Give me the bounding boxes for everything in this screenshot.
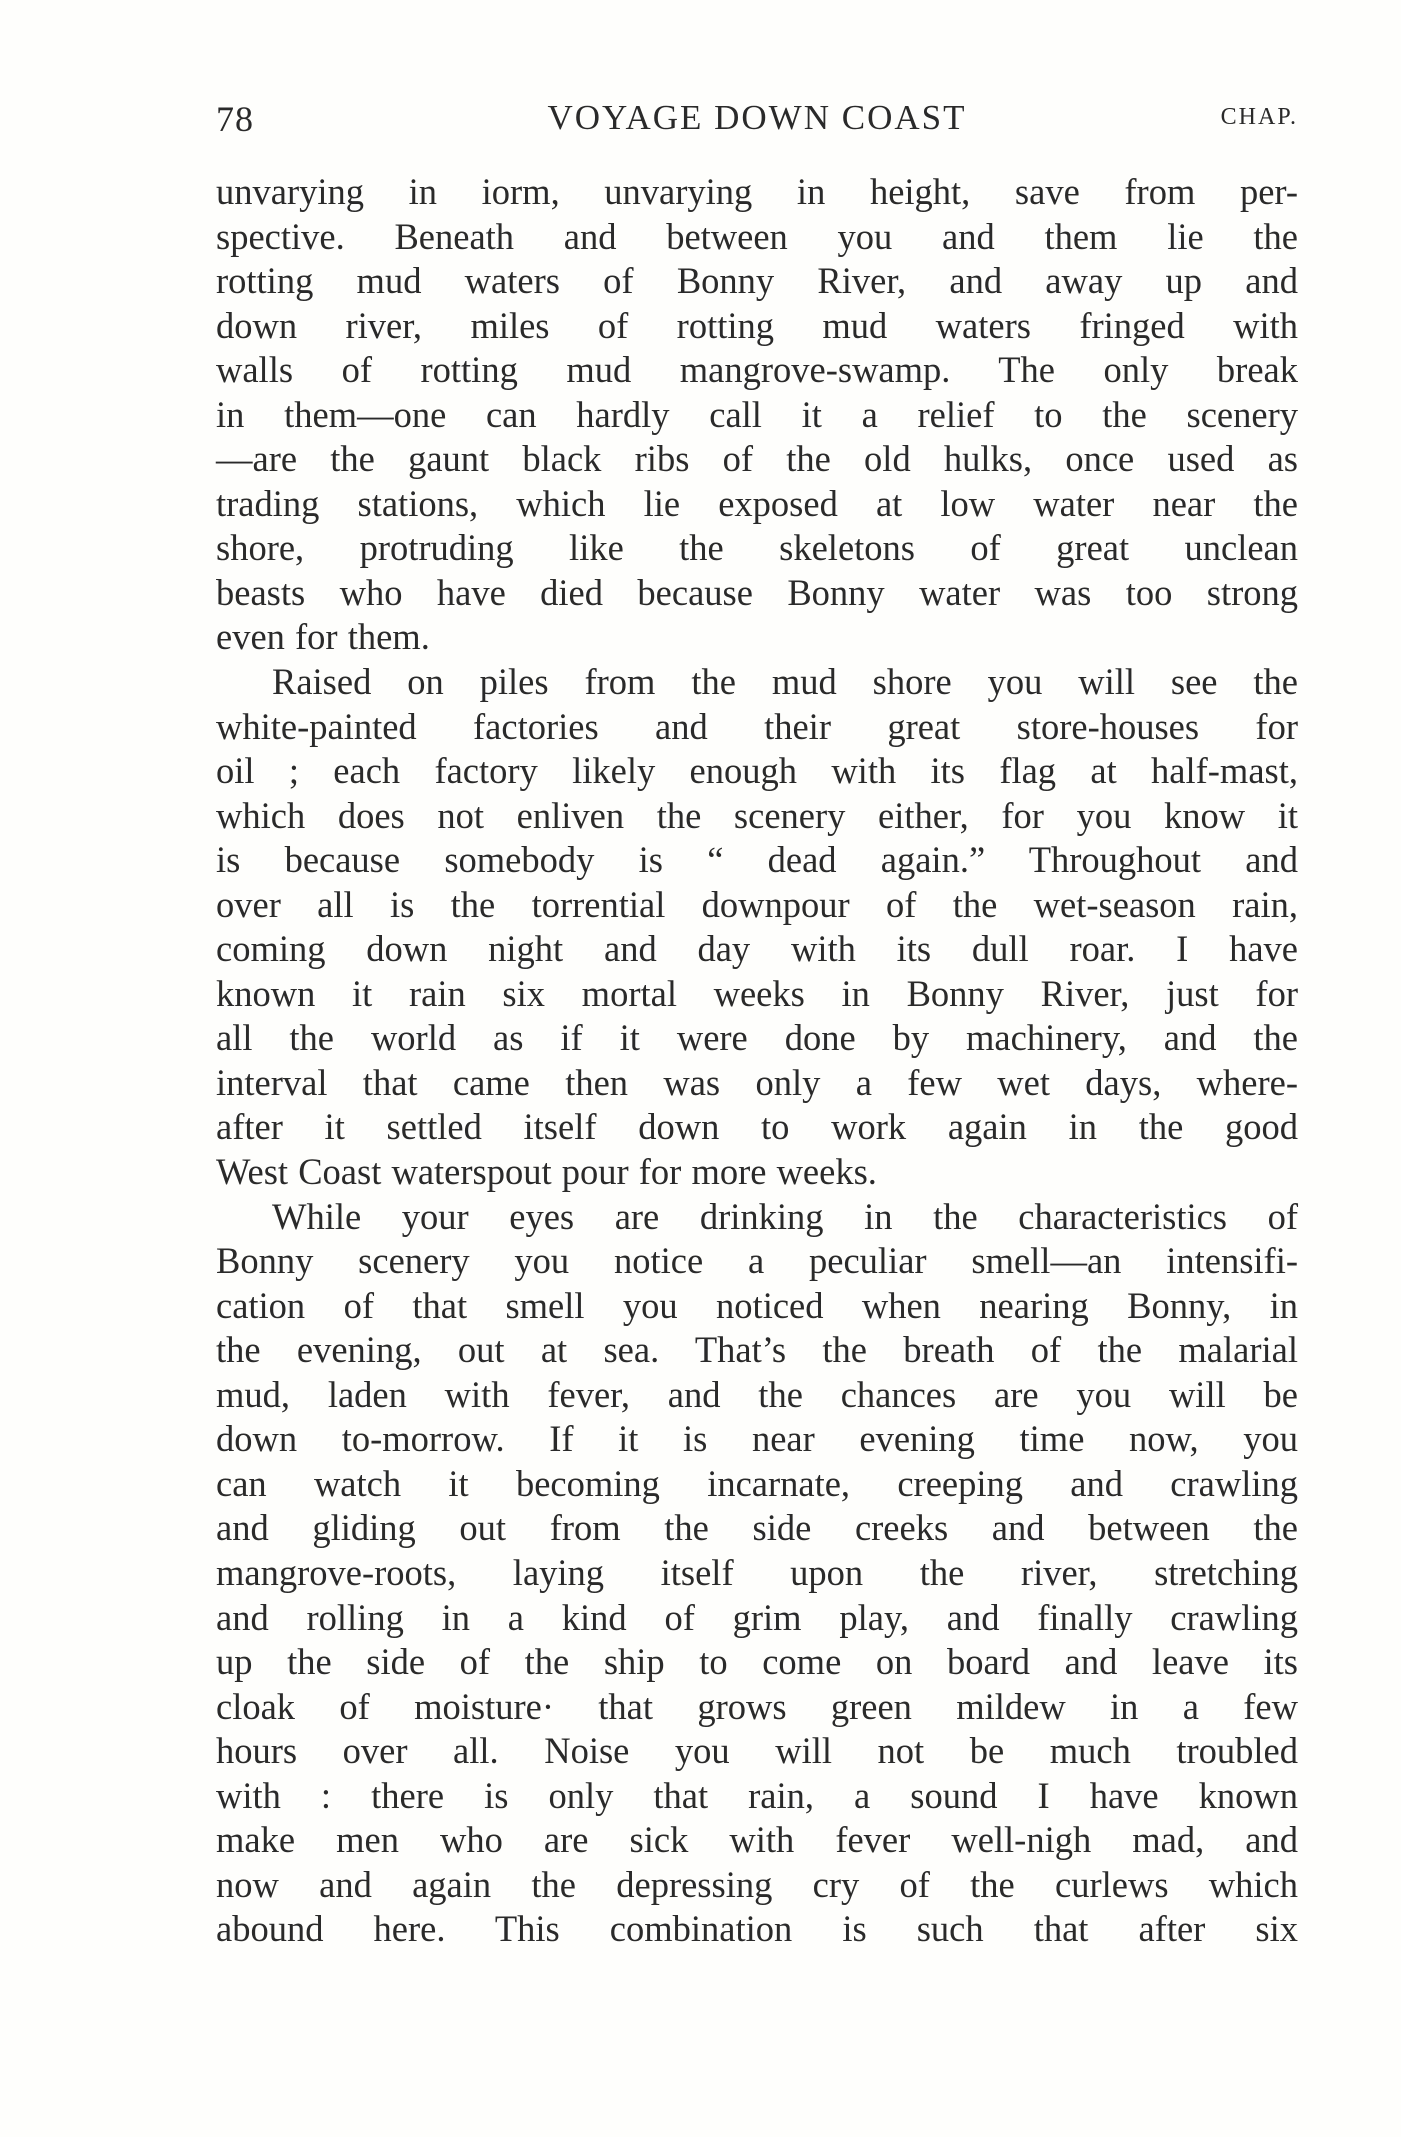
text-line: Raised on piles from the mud shore you will see the	[272, 661, 1298, 703]
text-line: which does not enliven the scenery either, for you know it	[216, 794, 1298, 836]
text-line: now and again the depressing cry of the curlews which	[216, 1863, 1298, 1905]
text-line: spective. Beneath and between you and them lie the	[216, 215, 1298, 257]
text-line: abound here. This combination is such that after six	[216, 1908, 1298, 1950]
text-line: —are the gaunt black ribs of the old hulks, once used as	[216, 438, 1298, 480]
text-line: make men who are sick with fever well-nigh mad, and	[216, 1819, 1298, 1861]
running-title: VOYAGE DOWN COAST	[547, 98, 967, 137]
text-line: beasts who have died because Bonny water was too strong	[216, 571, 1298, 613]
text-line: oil ; each factory likely enough with its flag at half-mast,	[216, 750, 1298, 792]
text-line: is because somebody is “ dead again.” Throughout and	[216, 839, 1298, 881]
text-line: even for them.	[216, 616, 430, 658]
chapter-label: CHAP.	[1220, 104, 1298, 130]
text-line: white-painted factories and their great store-houses for	[216, 705, 1298, 747]
text-line: all the world as if it were done by machinery, and the	[216, 1017, 1298, 1059]
text-line: hours over all. Noise you will not be much troubled	[216, 1730, 1298, 1772]
text-line: walls of rotting mud mangrove-swamp. The only break	[216, 349, 1298, 391]
running-head	[216, 98, 1298, 148]
text-line: rotting mud waters of Bonny River, and away up and	[216, 260, 1298, 302]
text-line: after it settled itself down to work again in the good	[216, 1106, 1298, 1148]
text-line: down river, miles of rotting mud waters fringed with	[216, 304, 1298, 346]
text-line: coming down night and day with its dull roar. I have	[216, 928, 1298, 970]
text-line: interval that came then was only a few wet days, where-	[216, 1061, 1298, 1103]
text-line: While your eyes are drinking in the characteristics of	[272, 1195, 1298, 1237]
text-line: cation of that smell you noticed when nearing Bonny, in	[216, 1284, 1298, 1326]
text-line: can watch it becoming incarnate, creeping and crawling	[216, 1462, 1298, 1504]
text-line: known it rain six mortal weeks in Bonny River, just for	[216, 972, 1298, 1014]
text-line: and gliding out from the side creeks and between the	[216, 1507, 1298, 1549]
text-line: cloak of moisture· that grows green mildew in a few	[216, 1685, 1298, 1727]
text-line: Bonny scenery you notice a peculiar smell—an intensifi-	[216, 1240, 1298, 1282]
text-line: with : there is only that rain, a sound I have known	[216, 1774, 1298, 1816]
text-line: up the side of the ship to come on board and leave its	[216, 1641, 1298, 1683]
text-line: mangrove-roots, laying itself upon the river, stretching	[216, 1551, 1298, 1593]
text-line: trading stations, which lie exposed at low water near the	[216, 482, 1298, 524]
text-line: the evening, out at sea. That’s the breath of the malarial	[216, 1329, 1298, 1371]
text-line: mud, laden with fever, and the chances are you will be	[216, 1373, 1298, 1415]
text-line: over all is the torrential downpour of the wet-season rain,	[216, 883, 1298, 925]
text-line: in them—one can hardly call it a relief to the scenery	[216, 393, 1298, 435]
body-text	[216, 170, 1298, 1952]
text-line: and rolling in a kind of grim play, and finally crawling	[216, 1596, 1298, 1638]
text-line: unvarying in iorm, unvarying in height, save from per-	[216, 171, 1298, 212]
page-number: 78	[216, 99, 254, 139]
text-line: shore, protruding like the skeletons of great unclean	[216, 527, 1298, 569]
text-line: West Coast waterspout pour for more weeks.	[216, 1151, 877, 1193]
text-line: down to-morrow. If it is near evening time now, you	[216, 1418, 1298, 1460]
